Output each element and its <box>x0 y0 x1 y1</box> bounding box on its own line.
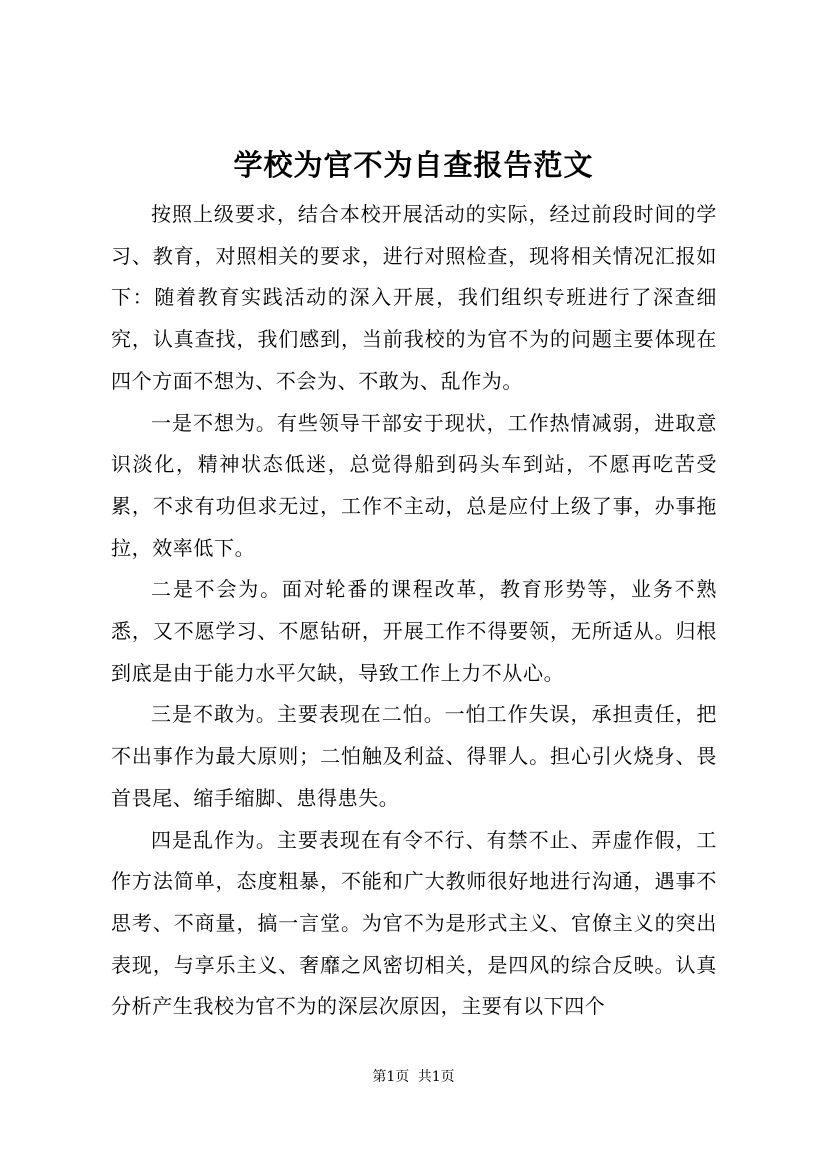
page-number: 第1页 <box>372 1069 410 1085</box>
page-total: 共1页 <box>417 1069 455 1085</box>
paragraph-misconduct: 四是乱作为。主要表现在有令不行、有禁不止、弄虚作假，工作方法简单，态度粗暴，不能和广大教师很好地进行沟通，遇事不思考、不商量，搞一言堂。为官不为是形式主义、官僚主义的突出表现，与享乐主义、奢靡之风密切相关，是四风的综合反映。认真分析产生我校为官不为的深层次原因，主要有以下四个 <box>111 827 717 1019</box>
paragraph-not-able: 二是不会为。面对轮番的课程改革，教育形势等，业务不熟悉，又不愿学习、不愿钻研，开展工作不得要领，无所适从。归根到底是由于能力水平欠缺，导致工作上力不从心。 <box>111 577 717 685</box>
paragraph-not-want: 一是不想为。有些领导干部安于现状，工作热情减弱，进取意识淡化，精神状态低迷，总觉得船到码头车到站，不愿再吃苦受累，不求有功但求无过，工作不主动，总是应付上级了事，办事拖拉，效率低下。 <box>111 410 717 560</box>
paragraph-not-dare: 三是不敢为。主要表现在二怕。一怕工作失误，承担责任，把不出事作为最大原则；二怕触及利益、得罪人。担心引火烧身、畏首畏尾、缩手缩脚、患得患失。 <box>111 702 717 810</box>
document-body <box>111 194 717 1028</box>
page-footer <box>0 1067 827 1087</box>
document-title: 学校为官不为自查报告范文 <box>233 148 594 182</box>
paragraph-intro: 按照上级要求，结合本校开展活动的实际，经过前段时间的学习、教育，对照相关的要求，进行对照检查，现将相关情况汇报如下：随着教育实践活动的深入开展，我们组织专班进行了深查细究，认真查找，我们感到，当前我校的为官不为的问题主要体现在四个方面不想为、不会为、不敢为、乱作为。 <box>111 202 717 393</box>
